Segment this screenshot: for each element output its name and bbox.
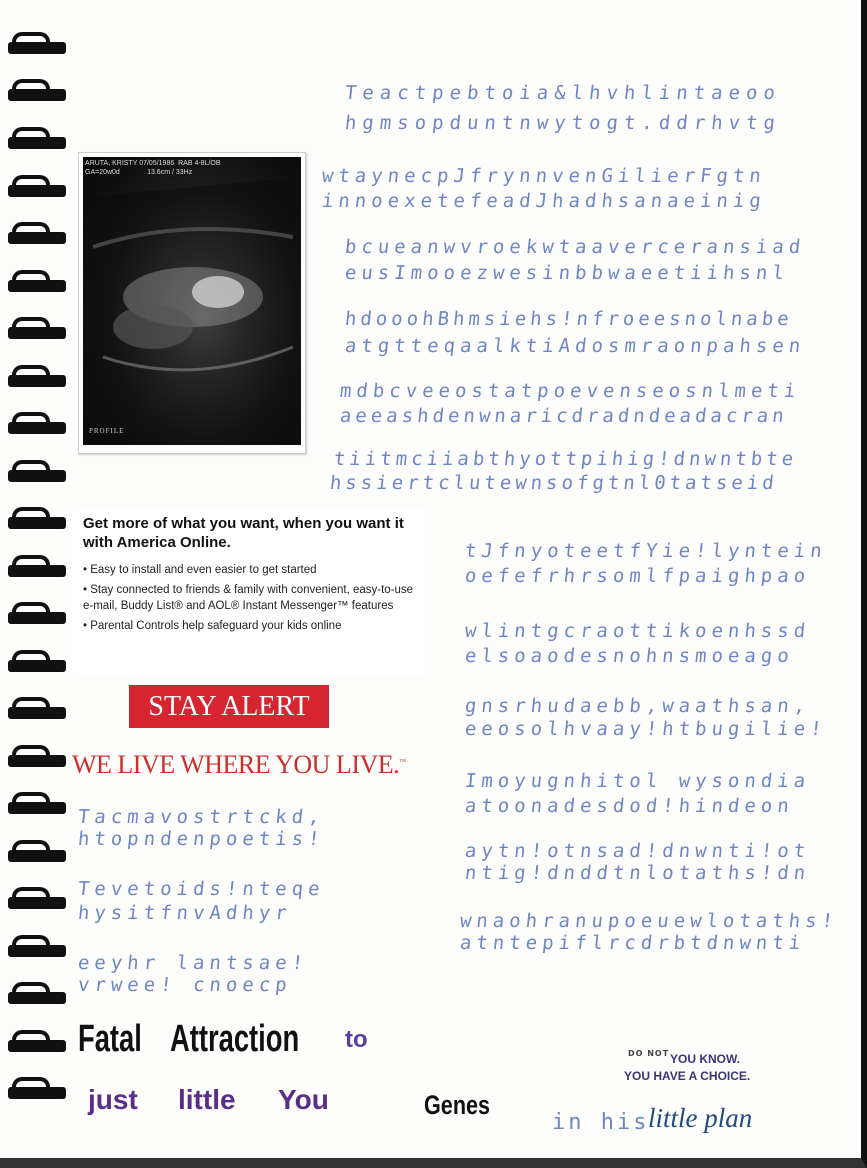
handwritten-line: oefefrhrsomlfpaighpao [463, 565, 812, 587]
binding-ring [8, 1083, 64, 1103]
handwritten-line: innoexetefeadJhadhsanaeinig [320, 190, 768, 212]
cutout-little-plan: little plan [648, 1103, 753, 1133]
binding-ring [8, 228, 64, 248]
binding-ring [8, 1036, 64, 1056]
handwritten-line: hdooohBhmsiehs!nfroeesnolnabe [343, 308, 794, 330]
handwritten-line: elsoaodesnohnsmoeago [463, 645, 795, 667]
binding-ring [8, 323, 64, 343]
binding-ring [8, 466, 64, 486]
handwritten-line: eeyhr lantsae! [76, 952, 310, 974]
binding-ring [8, 703, 64, 723]
handwritten-line: hssiertclutewnsofgtnl0tatseid [328, 472, 779, 494]
ultrasound-scan-shape [83, 157, 301, 445]
aol-bullet: • Parental Controls help safeguard your kids online [83, 618, 425, 634]
handwritten-line: eusImooezwesinbbwaeetiihsnl [343, 262, 791, 284]
ultrasound-image [83, 157, 301, 445]
aol-heading: Get more of what you want, when you want it with America Online. [83, 515, 404, 551]
binding-ring [8, 85, 64, 105]
cutout-word-genes: Genes [424, 1090, 491, 1120]
binding-ring [8, 513, 64, 533]
binding-ring [8, 181, 64, 201]
stay-alert-clipping: STAY ALERT [129, 685, 329, 728]
ultrasound-depth: 13.6cm / 33Hz [147, 169, 193, 176]
handwritten-line: mdbcveeostatpoevenseosnlmeti [338, 380, 802, 402]
handwritten-line: aytn!otnsad!dnwnti!ot [463, 840, 812, 862]
ultrasound-ga: GA=20w0d [85, 169, 120, 176]
we-live-text: WE LIVE WHERE YOU LIVE. [72, 750, 400, 779]
handwritten-in-his: in his [552, 1110, 650, 1135]
handwritten-line: Tevetoids!nteqe [76, 878, 326, 900]
handwritten-line: vrwee! cnoecp [76, 974, 293, 996]
cutout-word-to: to [345, 1026, 368, 1053]
ultrasound-patient: ARUTA, KRISTY 07/05/1986 [85, 160, 175, 167]
trademark: ™ [399, 757, 406, 766]
ultrasound-header [85, 159, 221, 177]
handwritten-line: hgmsopduntnwytogt.ddrhvtg [343, 112, 783, 134]
binding-ring [8, 988, 64, 1008]
binding-ring [8, 893, 64, 913]
binding-ring [8, 418, 64, 438]
binding-ring [8, 561, 64, 581]
we-live-clipping [72, 750, 406, 780]
binding-ring [8, 798, 64, 818]
handwritten-line: htopndenpoetis! [76, 828, 326, 850]
binding-ring [8, 608, 64, 628]
cutout-word-just: just [88, 1084, 138, 1115]
binding-ring [8, 38, 64, 58]
binding-ring [8, 133, 64, 153]
cutout-word-attraction: Attraction [170, 1018, 300, 1060]
cutout-word-little: little [178, 1084, 236, 1115]
cutout-word-fatal: Fatal [78, 1018, 142, 1060]
binding-ring [8, 751, 64, 771]
binding-ring [8, 276, 64, 296]
you-know-text: YOU KNOW. [670, 1052, 741, 1066]
do-not-handwritten: DO NOT [628, 1049, 670, 1058]
handwritten-line: wnaohranupoeuewlotaths! [458, 910, 840, 932]
have-choice-text: YOU HAVE A CHOICE. [624, 1069, 751, 1083]
handwritten-line: atgtteqaalktiAdosmraonpahsen [343, 335, 807, 357]
binding-ring [8, 371, 64, 391]
handwritten-line: gnsrhudaebb,waathsan, [463, 695, 812, 717]
handwritten-line: tJfnyoteetfYie!lyntein [463, 540, 828, 562]
handwritten-line: wlintgcraottikoenhssd [463, 620, 812, 642]
handwritten-line: wtaynecpJfrynnvenGilierFgtn [320, 165, 768, 187]
aol-ad-clipping [73, 506, 425, 674]
handwritten-line: eeosolhvaay!htbugilie! [463, 718, 828, 740]
binding-ring [8, 846, 64, 866]
aol-bullet: • Stay connected to friends & family with convenient, easy-to-use e-mail, Buddy List® and AOL® Instant Messenger™ features [83, 582, 425, 614]
handwritten-line: Tacmavostrtckd, [76, 806, 326, 828]
cutout-word-you: You [278, 1084, 329, 1115]
ultrasound-probe: RAB 4-8L/OB [178, 160, 221, 167]
handwritten-line: Teactpebtoia&lhvhlintaeoo [343, 82, 783, 104]
ultrasound-profile-label: PROFILE [89, 427, 125, 435]
handwritten-line: atoonadesdod!hindeon [463, 795, 795, 817]
spiral-binding [0, 0, 68, 1168]
handwritten-line: aeeashdenwnaricdradndeadacran [338, 405, 789, 427]
you-know-clipping [624, 1051, 784, 1085]
aol-bullets [73, 562, 425, 634]
handwritten-line: tiitmciiabthyottpihig!dnwntbte [332, 448, 799, 470]
handwritten-line: hysitfnvAdhyr [76, 902, 293, 924]
handwritten-line: atntepiflrcdrbtdnwnti [458, 932, 807, 954]
handwritten-line: Imoyugnhitol wysondia [463, 770, 812, 792]
binding-ring [8, 656, 64, 676]
handwritten-line: ntig!dnddtnlotaths!dn [463, 862, 812, 884]
ultrasound-photo [78, 152, 306, 454]
aol-bullet: • Easy to install and even easier to get started [83, 562, 425, 578]
binding-ring [8, 941, 64, 961]
handwritten-line: bcueanwvroekwtaaverceransiad [343, 236, 807, 258]
